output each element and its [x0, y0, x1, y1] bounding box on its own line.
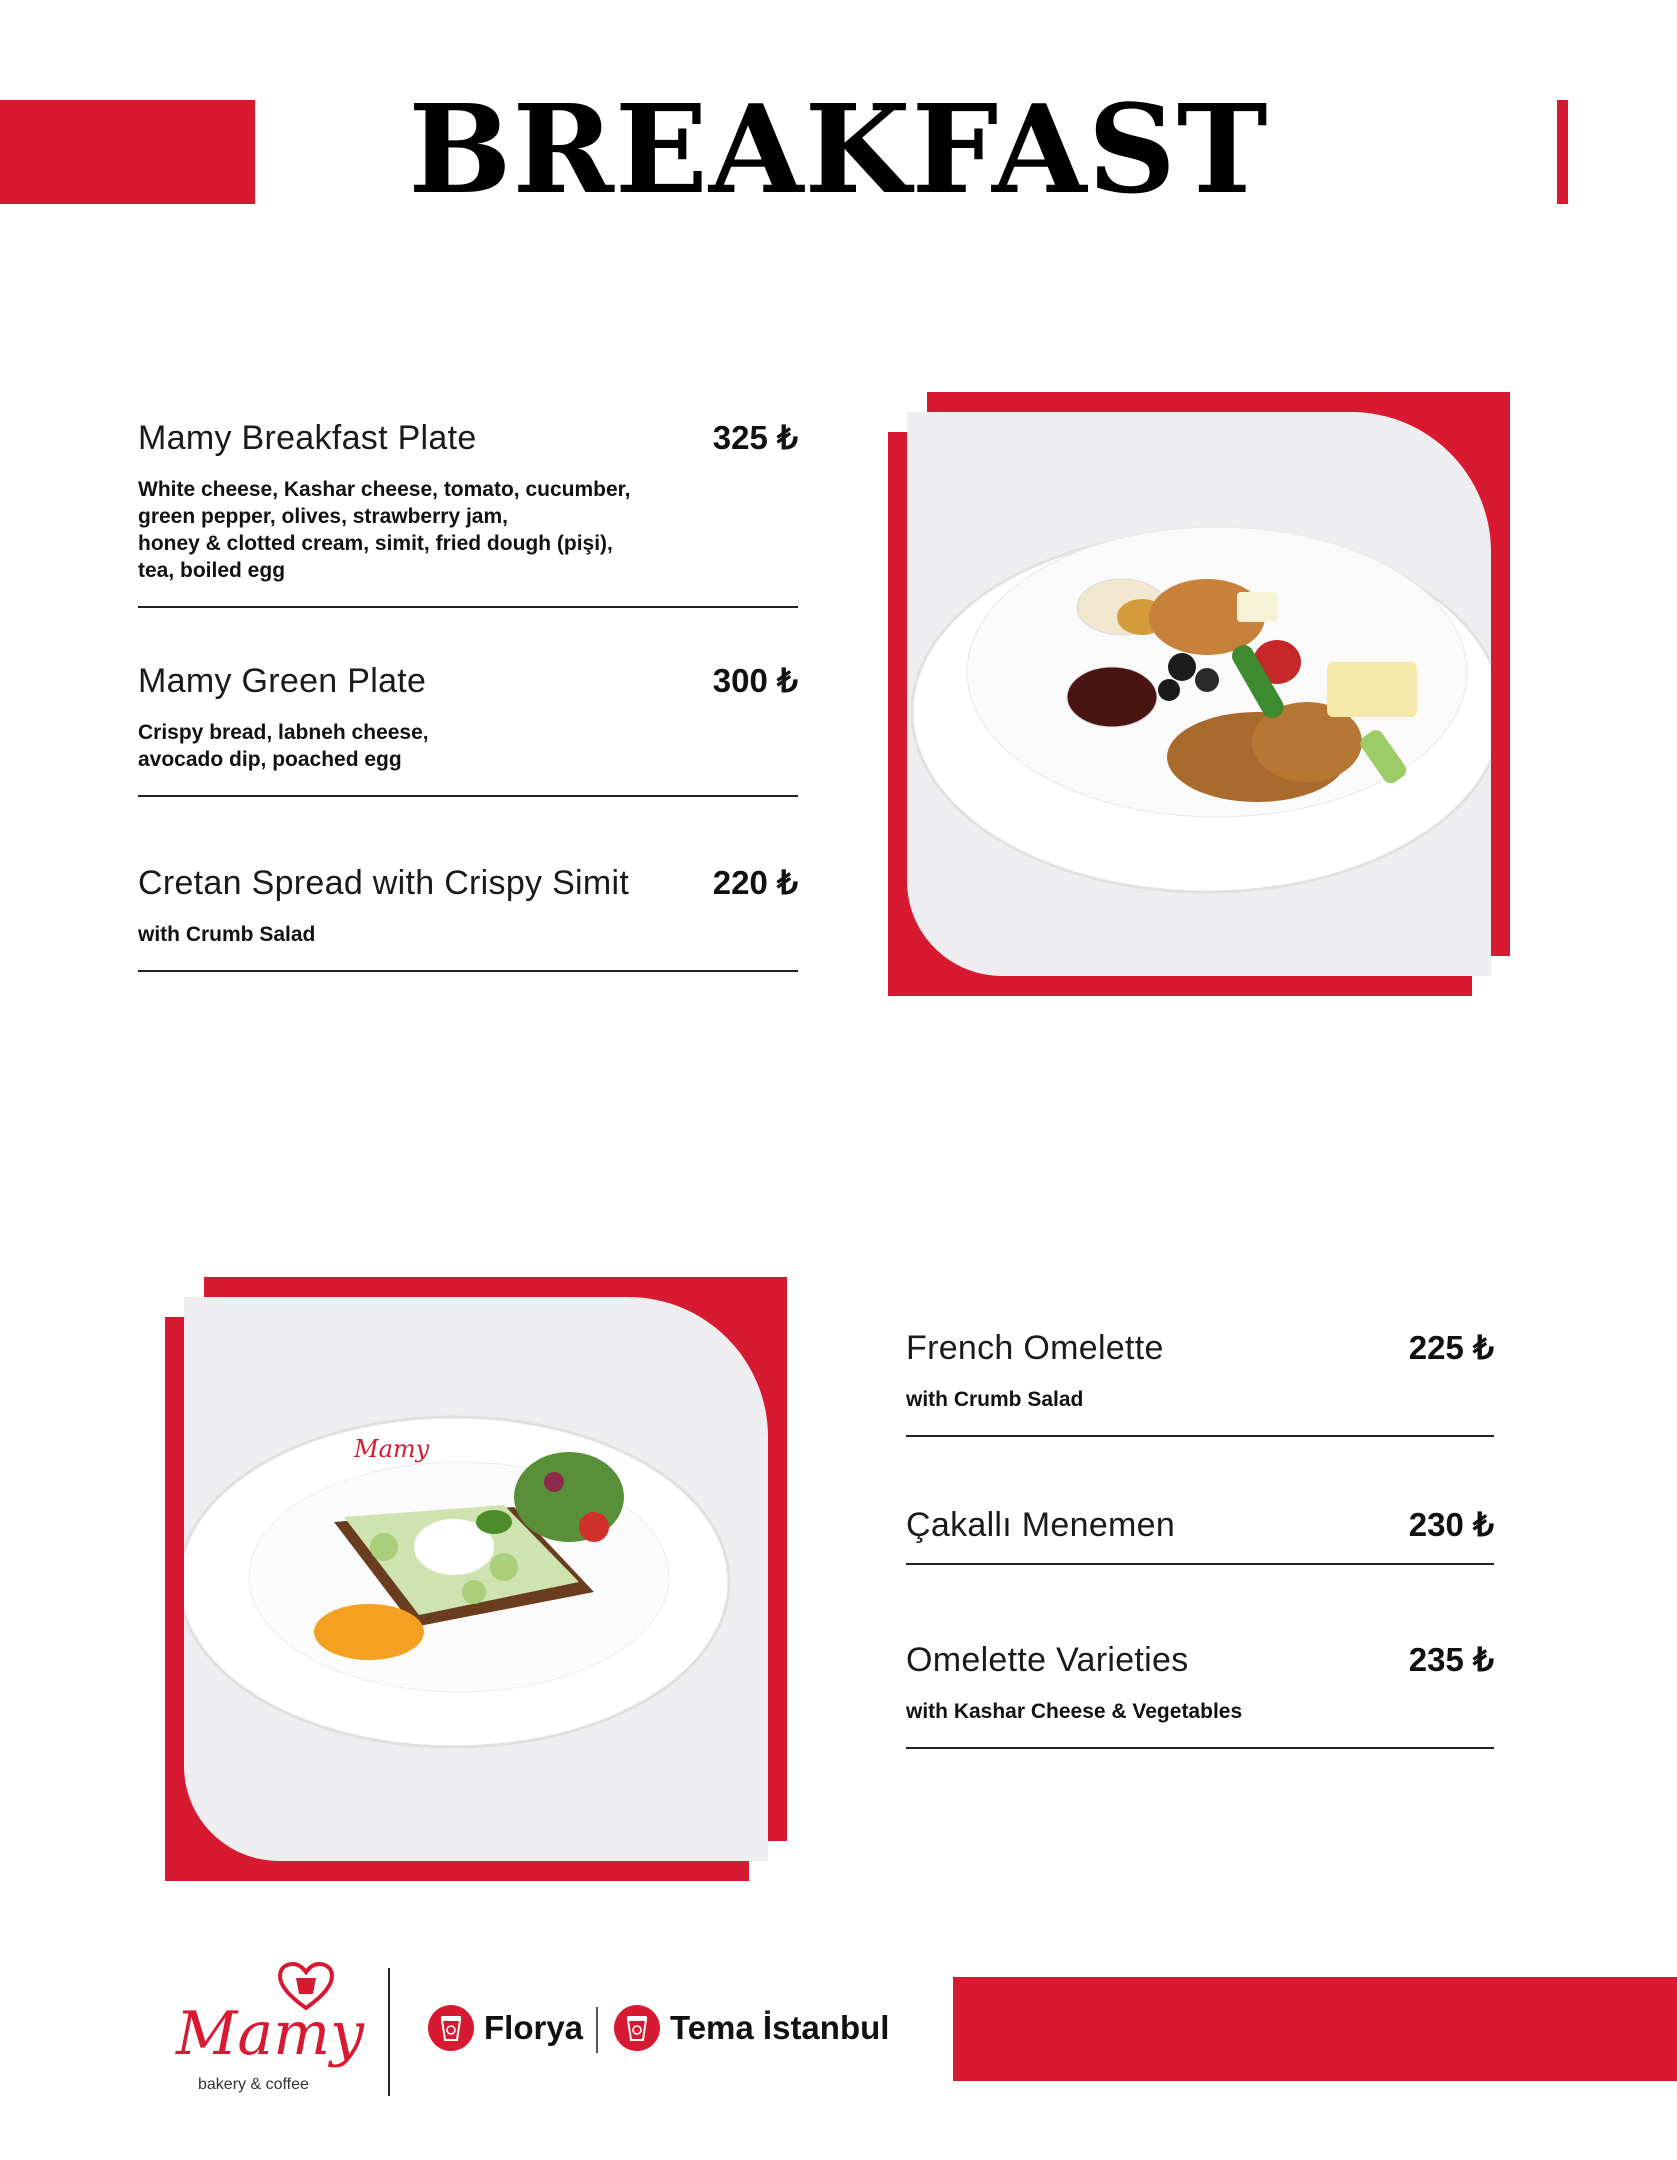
menu-item	[906, 1328, 1494, 1437]
item-divider	[138, 970, 798, 972]
breakfast-plate-photo	[907, 412, 1491, 976]
menu-item	[906, 1505, 1494, 1565]
brand-logo	[172, 1962, 362, 2102]
item-description: with Crumb Salad	[906, 1388, 1084, 1411]
coffee-cup-icon	[614, 2005, 660, 2051]
item-divider	[138, 606, 798, 608]
item-description: Crispy bread, labneh cheese, avocado dip, poached egg	[138, 721, 429, 771]
item-divider	[906, 1563, 1494, 1565]
item-name: Cretan Spread with Crispy Simit	[138, 864, 630, 902]
avocado-toast-photo	[184, 1297, 768, 1861]
avocado-toast-illustration	[184, 1297, 768, 1861]
brand-tagline: bakery & coffee	[198, 2076, 309, 2093]
item-divider	[906, 1747, 1494, 1749]
menu-item	[138, 418, 798, 608]
item-name: Çakallı Menemen	[906, 1506, 1176, 1544]
location-name: Florya	[484, 2009, 584, 2046]
brand-name: Mamy	[176, 1999, 364, 2069]
item-name: French Omelette	[906, 1329, 1164, 1367]
footer-divider	[388, 1968, 390, 2096]
item-price: 230 ₺	[1408, 1506, 1494, 1543]
item-price: 325 ₺	[712, 419, 798, 456]
plate-logo-text: Mamy	[354, 1435, 430, 1463]
header-right-bar	[1557, 100, 1568, 204]
item-price: 225 ₺	[1408, 1329, 1494, 1366]
coffee-cup-icon	[428, 2005, 474, 2051]
item-name: Omelette Varieties	[906, 1641, 1189, 1679]
item-price: 220 ₺	[712, 864, 798, 901]
location-florya	[428, 2005, 583, 2051]
item-divider	[906, 1435, 1494, 1437]
menu-item	[138, 661, 798, 797]
breakfast-plate-illustration	[907, 412, 1491, 976]
location-name: Tema İstanbul	[670, 2009, 890, 2046]
location-separator	[596, 2007, 598, 2053]
item-description: with Crumb Salad	[138, 923, 316, 946]
item-description: with Kashar Cheese & Vegetables	[906, 1700, 1243, 1723]
footer-right-bar	[953, 1977, 1677, 2081]
item-divider	[138, 795, 798, 797]
menu-item	[906, 1640, 1494, 1749]
item-name: Mamy Breakfast Plate	[138, 419, 477, 457]
item-description: White cheese, Kashar cheese, tomato, cucumber, green pepper, olives, strawberry jam, honey & clotted cream, simit, fried dough (pişi), tea, boiled egg	[138, 478, 631, 582]
page-title: BREAKFAST	[408, 77, 1269, 221]
item-price: 300 ₺	[712, 662, 798, 699]
item-name: Mamy Green Plate	[138, 662, 427, 700]
menu-item	[138, 863, 798, 972]
item-price: 235 ₺	[1408, 1641, 1494, 1678]
location-tema-istanbul	[614, 2005, 889, 2051]
